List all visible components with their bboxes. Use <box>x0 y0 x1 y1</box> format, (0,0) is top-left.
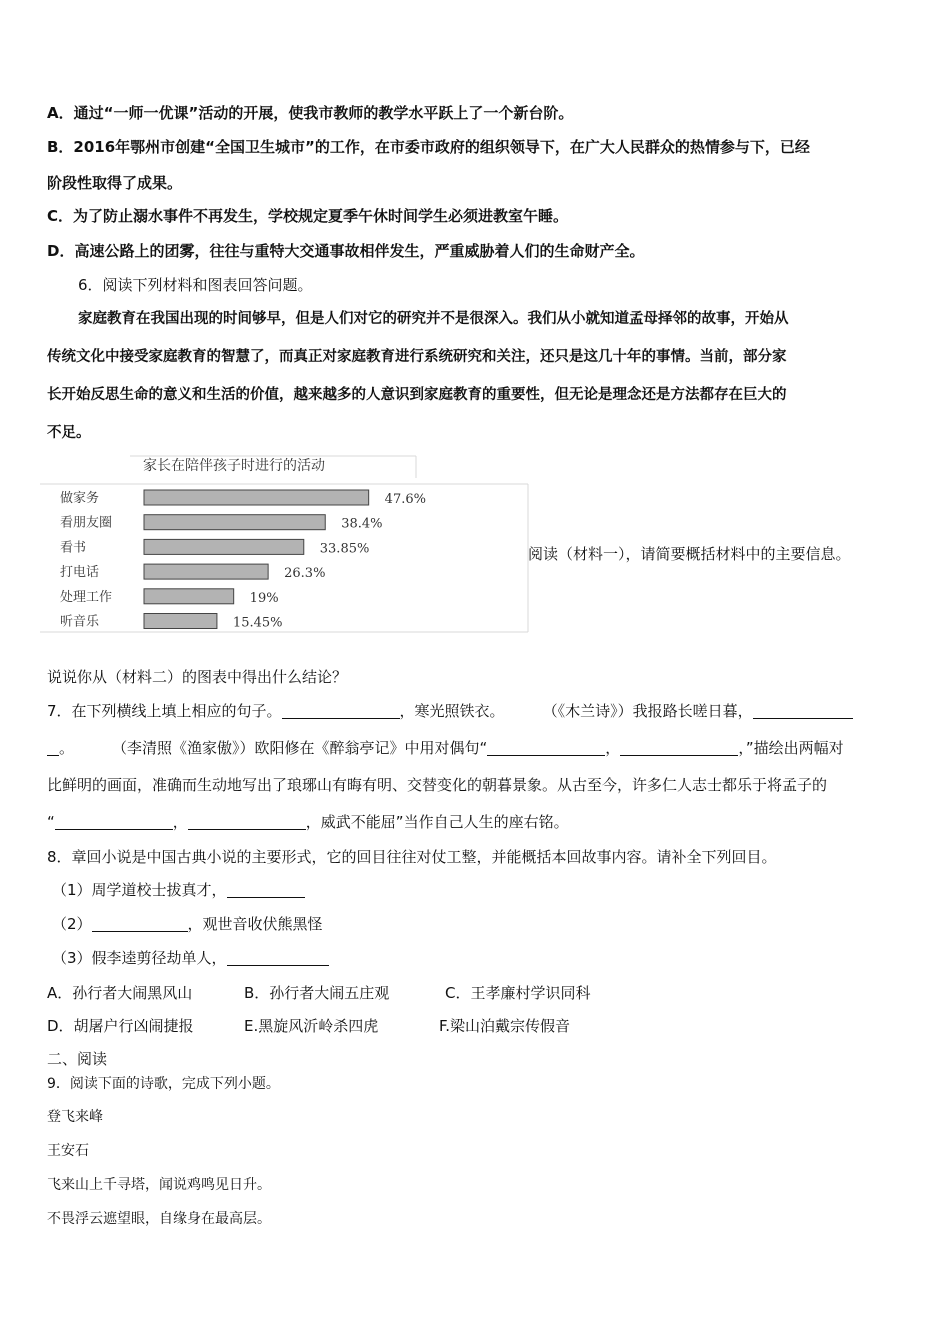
activity-bar-chart <box>40 452 530 634</box>
option-b-line2: 阶段性取得了成果。 <box>47 174 183 192</box>
q7-line4 <box>47 812 569 832</box>
q8-option-e: E.黑旋风沂岭杀四虎 <box>244 1017 379 1035</box>
poem-title: 登飞来峰 <box>47 1109 103 1125</box>
q7-blank-6[interactable] <box>188 813 306 830</box>
chart-value-label: 47.6% <box>384 492 426 507</box>
q7-text-1c: （《木兰诗》）我报路长嗟日暮， <box>542 702 753 720</box>
q8-option-b: B．孙行者大闹五庄观 <box>244 984 390 1002</box>
q7-text-2a: 。 <box>59 739 75 757</box>
q8-prompt: 8．章回小说是中国古典小说的主要形式，它的回目往往对仗工整，并能概括本回故事内容。请补全下列回目。 <box>47 848 777 866</box>
q7-text-4a: “ <box>47 813 55 831</box>
q6-prompt: 6．阅读下列材料和图表回答问题。 <box>78 276 313 294</box>
chart-bar <box>144 614 217 629</box>
option-d: D．高速公路上的团雾，往往与重特大交通事故相伴发生，严重威胁着人们的生命财产全。 <box>47 242 645 260</box>
q8-options-row1 <box>47 983 590 1003</box>
q7-text-1a: 7．在下列横线上填上相应的句子。 <box>47 702 282 720</box>
poem-line-2: 不畏浮云遮望眼，自缘身在最高层。 <box>47 1211 271 1227</box>
q6-material-line1: 家庭教育在我国出现的时间够早，但是人们对它的研究并不是很深入。我们从小就知道孟母择邻的故事，开始从 <box>78 310 789 327</box>
chart-bar <box>144 564 268 579</box>
q8-item-1-text: （1）周学道校士拔真才， <box>52 881 227 899</box>
poem-author: 王安石 <box>47 1143 89 1159</box>
q6-material-line2: 传统文化中接受家庭教育的智慧了，而真正对家庭教育进行系统研究和关注，还只是这几十年的事情。当前，部分家 <box>47 348 787 365</box>
option-c: C．为了防止溺水事件不再发生，学校规定夏季午休时间学生必须进教室午睡。 <box>47 207 569 225</box>
q8-item-1 <box>52 880 305 900</box>
q8-option-d: D．胡屠户行凶闹捷报 <box>47 1017 194 1035</box>
chart-value-label: 38.4% <box>341 516 383 532</box>
chart-category-label: 看书 <box>60 540 87 556</box>
q7-text-2b: （李清照《渔家傲》）欧阳修在《醉翁亭记》中用对偶句“ <box>112 739 488 757</box>
chart-bar <box>144 515 325 530</box>
q8-option-f: F.梁山泊戴宗传假音 <box>439 1017 570 1035</box>
q6-material-line3: 长开始反思生命的意义和生活的价值，越来越多的人意识到家庭教育的重要性，但无论是理念还是方法都存在巨大的 <box>47 386 787 403</box>
chart-category-label: 看朋友圈 <box>60 515 113 531</box>
q6-material-line4: 不足。 <box>47 424 91 441</box>
q8-option-a: A．孙行者大闹黑风山 <box>47 984 193 1002</box>
chart-value-label: 33.85% <box>319 541 370 557</box>
q8-item-2 <box>52 914 323 934</box>
q7-line3: 比鲜明的画面，准确而生动地写出了琅琊山有晦有明、交替变化的朝暮景象。从古至今，许多仁人志士都乐于将孟子的 <box>47 776 828 794</box>
q7-line2 <box>47 738 844 758</box>
q6-question-a: 阅读（材料一），请简要概括材料中的主要信息。 <box>528 545 851 563</box>
q7-text-4c: ，威武不能屈”当作自己人生的座右铭。 <box>305 813 569 831</box>
q8-item-3 <box>52 948 329 968</box>
chart-value-label: 19% <box>249 590 279 606</box>
chart-title: 家长在陪伴孩子时进行的活动 <box>143 458 325 474</box>
q9-prompt: 9．阅读下面的诗歌，完成下列小题。 <box>47 1076 280 1092</box>
q8-options-row2 <box>47 1016 570 1036</box>
chart-category-label: 听音乐 <box>60 614 100 630</box>
chart-bar <box>144 539 304 554</box>
q7-blank-1[interactable] <box>282 702 400 719</box>
chart-category-label: 做家务 <box>60 491 100 506</box>
chart-bar <box>144 490 369 505</box>
q8-item-2-text: ，观世音收伏熊黑怪 <box>187 915 323 933</box>
q8-option-c: C．王孝廉村学识同科 <box>445 984 591 1002</box>
chart-category-label: 打电话 <box>60 565 100 581</box>
q7-text-1b: ，寒光照铁衣。 <box>399 702 505 720</box>
q8-blank-1[interactable] <box>227 881 305 898</box>
q7-text-2c: ， <box>605 739 621 757</box>
q7-text-4b: ， <box>172 813 188 831</box>
q7-blank-3[interactable] <box>487 739 605 756</box>
q7-blank-2-cont[interactable] <box>47 739 59 756</box>
q8-blank-2[interactable] <box>92 915 188 932</box>
chart-value-label: 26.3% <box>284 566 326 582</box>
q6-question-b: 说说你从（材料二）的图表中得出什么结论？ <box>47 668 348 686</box>
q7-blank-2[interactable] <box>753 702 853 719</box>
option-b-line1: B．2016年鄂州市创建“全国卫生城市”的工作，在市委市政府的组织领导下，在广大人民群众的热情参与下，已经 <box>47 138 810 156</box>
chart-bar <box>144 589 234 604</box>
q7-line1 <box>47 701 853 721</box>
poem-line-1: 飞来山上千寻塔，闻说鸡鸣见日升。 <box>47 1177 271 1193</box>
q8-blank-3[interactable] <box>227 949 329 966</box>
q7-blank-5[interactable] <box>55 813 173 830</box>
option-a: A．通过“一师一优课”活动的开展，使我市教师的教学水平跃上了一个新台阶。 <box>47 104 574 122</box>
section-heading: 二、阅读 <box>47 1050 108 1068</box>
chart-value-label: 15.45% <box>232 615 283 631</box>
q8-item-2-prefix: （2） <box>52 915 92 933</box>
chart-svg <box>40 452 530 634</box>
q8-item-3-text: （3）假李逵剪径劫单人， <box>52 949 227 967</box>
q7-blank-4[interactable] <box>620 739 738 756</box>
q7-text-2d: ，”描绘出两幅对 <box>738 739 844 757</box>
chart-category-label: 处理工作 <box>60 589 113 605</box>
